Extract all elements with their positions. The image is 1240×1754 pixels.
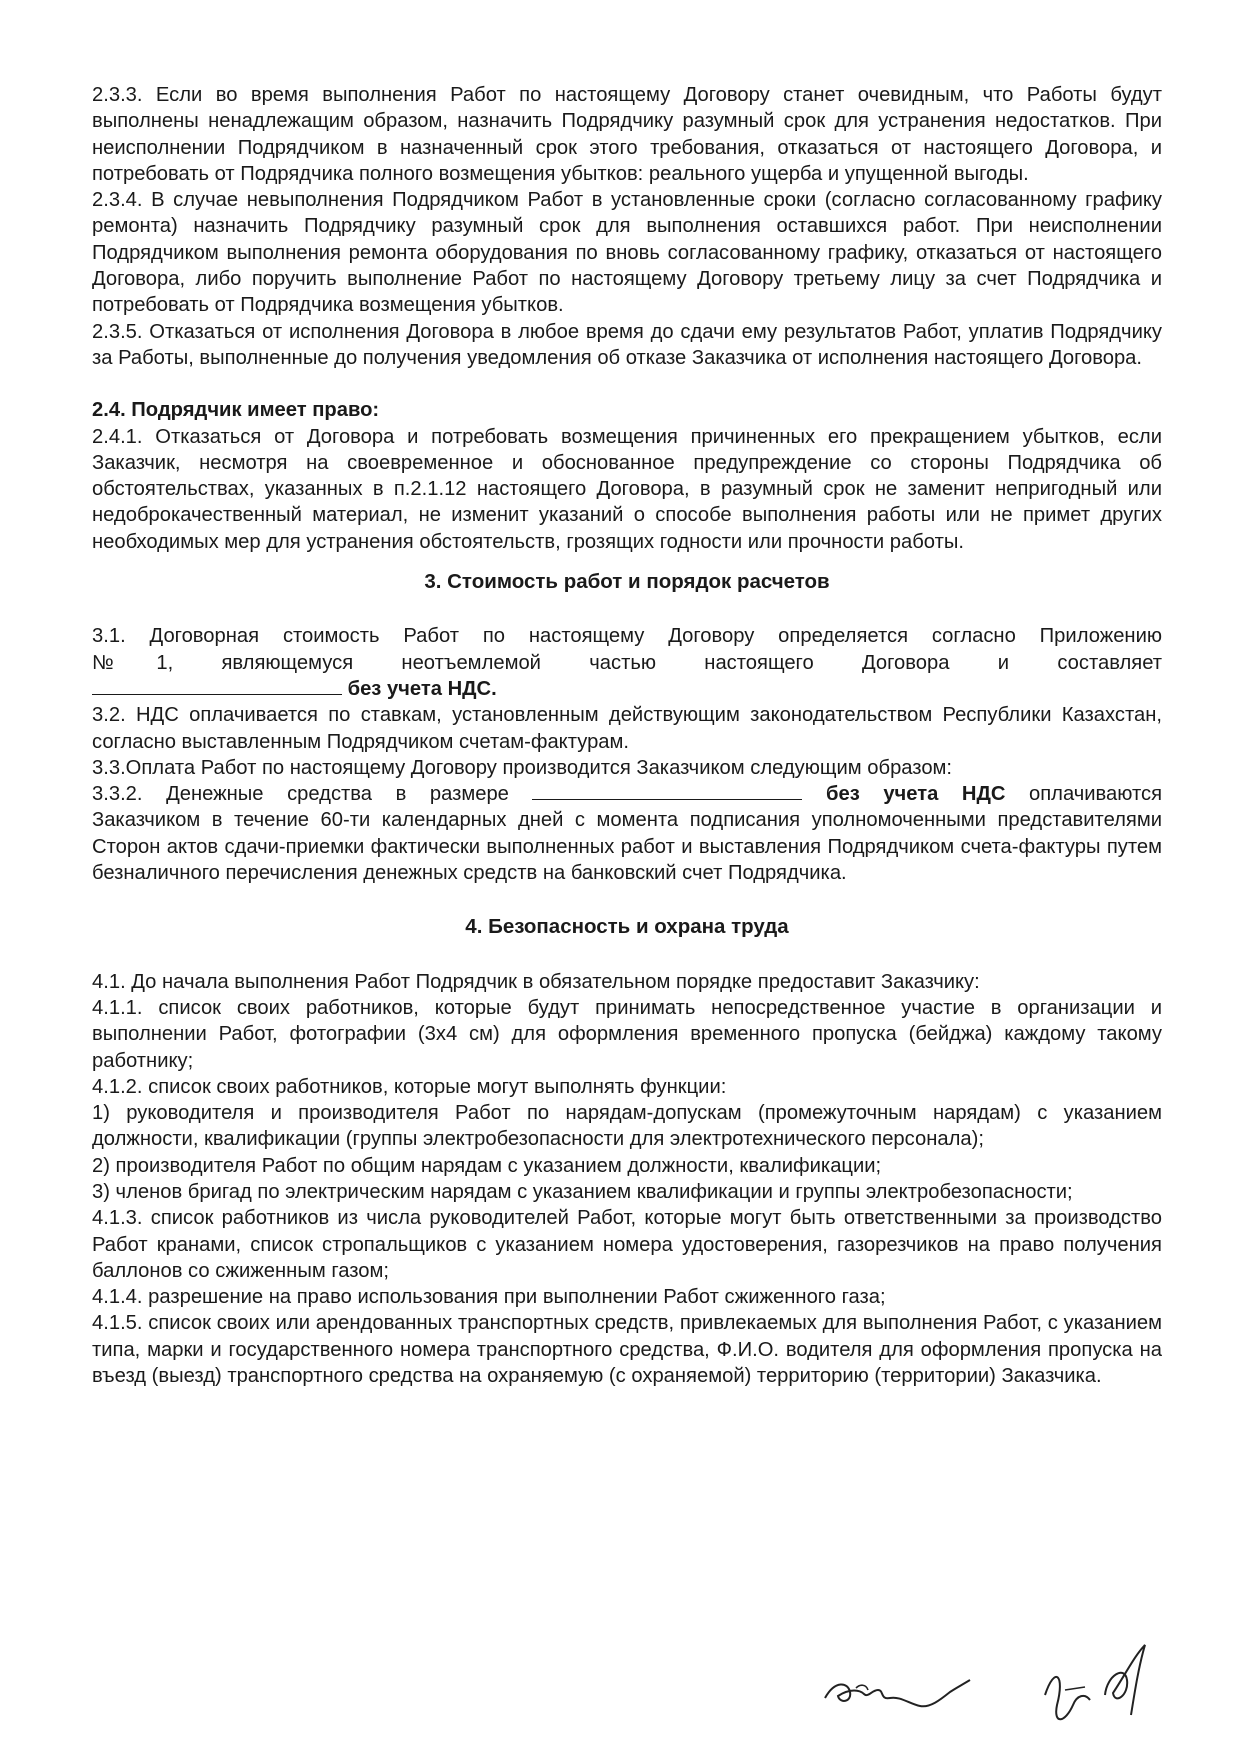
clause-4-1-2-item-3: 3) членов бригад по электрическим нарядам с указанием квалификации и группы электробезопасности; (92, 1180, 1073, 1203)
section-4-title: 4. Безопасность и охрана труда (465, 915, 789, 939)
handwritten-signature-1 (820, 1660, 990, 1725)
clause-3-2: 3.2. НДС оплачивается по ставкам, установленным действующим законодательством Республики Казахстан, согласно выставленным Подрядчиком счетам-фактурам. (92, 704, 1162, 753)
clause-4-1-2-item-2: 2) производителя Работ по общим нарядам с указанием должности, квалификации; (92, 1154, 882, 1177)
amount-blank (92, 676, 342, 695)
clause-4-1-3: 4.1.3. список работников из числа руководителей Работ, которые могут быть ответственными за производство Работ кранами, список стропальщиков с указанием номера удостоверения, газорезчиков на право получения баллонов со сжиженным газом; (92, 1207, 1162, 1282)
clause-4-1-5: 4.1.5. список своих или арендованных транспортных средств, привлекаемых для выполнения Работ, с указанием типа, марки и государственного номера транспортного средства, Ф.И.О. водителя для оформления пропуска на въезд (выезд) транспортного средства на охраняемую (с охраняемой) территорию (территории) Заказчика. (92, 1312, 1162, 1388)
clause-4-1-2: 4.1.2. список своих работников, которые могут выполнять функции: (92, 1075, 727, 1098)
clause-3-1-vat-note: без учета НДС. (347, 677, 497, 700)
clause-4-1-1: 4.1.1. список своих работников, которые будут принимать непосредственное участие в организации и выполнении Работ, фотографии (3х4 см) для оформления временного пропуска (бейджа) каждому такому работнику; (92, 996, 1162, 1072)
clause-3-3-2-body: Заказчиком в течение 60-ти календарных дней с момента подписания уполномоченными представителями Сторон актов сдачи-приемки фактически выполненных работ и выставления Подрядчиком счета-фактуры путем безналичного перечисления денежных средств на банковский счет Подрядчика. (92, 809, 1162, 885)
clause-2-4-heading: 2.4. Подрядчик имеет право: (92, 399, 380, 422)
clause-2-3-3: 2.3.3. Если во время выполнения Работ по настоящему Договору станет очевидным, что Работы будут выполнены ненадлежащим образом, назначить Подрядчику разумный срок для устранения недостатков. При неисполнении Подрядчиком в назначенный срок этого требования, отказаться от настоящего Договора, и потребовать от Подрядчика полного возмещения убытков: реального ущерба и упущенной выгоды. (92, 84, 1162, 185)
clause-4-1-2-item-1: 1) руководителя и производителя Работ по нарядам-допускам (промежуточным нарядам) с указанием должности, квалификации (группы электробезопасности для электротехнического персонала); (92, 1102, 1162, 1151)
clause-3-3-2-vat-note: без учета НДС (826, 783, 1006, 806)
document-body (92, 82, 1162, 1389)
clause-3-3: 3.3.Оплата Работ по настоящему Договору производится Заказчиком следующим образом: (92, 756, 953, 779)
clause-3-1-line3 (92, 676, 1162, 702)
section-3-title: 3. Стоимость работ и порядок расчетов (424, 570, 830, 594)
clause-3-1-line2: №1, являющемуся неотъемлемой частью настоящего Договора и составляет (92, 651, 1162, 674)
clause-4-1-4: 4.1.4. разрешение на право использования при выполнении Работ сжиженного газа; (92, 1286, 886, 1309)
handwritten-signature-2 (1035, 1635, 1175, 1740)
clause-4-1: 4.1. До начала выполнения Работ Подрядчик в обязательном порядке предоставит Заказчику: (92, 970, 980, 993)
clause-3-1-line1: 3.1. Договорная стоимость Работ по настоящему Договору определяется согласно Приложению (92, 625, 1162, 648)
payment-amount-blank (532, 781, 802, 800)
clause-3-3-2-line1 (92, 781, 1162, 807)
clause-3-3-2-verb: оплачиваются (1029, 783, 1162, 806)
clause-2-4-1: 2.4.1. Отказаться от Договора и потребовать возмещения причиненных его прекращением убытков, если Заказчик, несмотря на своевременное и обоснованное предупреждение со стороны Подрядчика об обстоятельствах, указанных в п.2.1.12 настоящего Договора, в разумный срок не заменит непригодный или недоброкачественный материал, не изменит указаний о способе выполнения работы или не примет других необходимых мер для устранения обстоятельств, грозящих годности или прочности работы. (92, 425, 1162, 553)
clause-2-3-5: 2.3.5. Отказаться от исполнения Договора в любое время до сдачи ему результатов Работ, уплатив Подрядчику за Работы, выполненные до получения уведомления об отказе Заказчика от исполнения настоящего Договора. (92, 320, 1162, 369)
clause-2-3-4: 2.3.4. В случае невыполнения Подрядчиком Работ в установленные сроки (согласно согласованному графику ремонта) назначить Подрядчику разумный срок для выполнения оставшихся работ. При неисполнении Подрядчиком выполнения ремонта оборудования по вновь согласованному графику, отказаться от настоящего Договора, либо поручить выполнение Работ по настоящему Договору третьему лицу за счет Подрядчика и потребовать от Подрядчика возмещения убытков. (92, 189, 1162, 317)
clause-3-3-2-prefix: 3.3.2. Денежные средства в размере (92, 783, 509, 806)
